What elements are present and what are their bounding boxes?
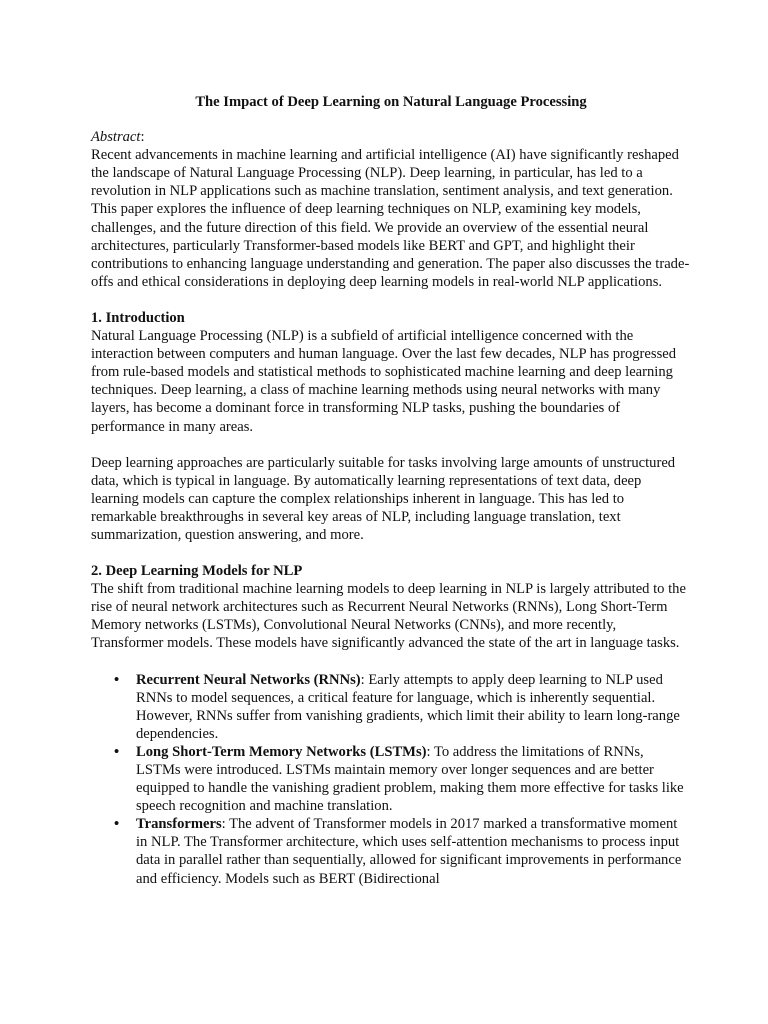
abstract-text: Recent advancements in machine learning and artificial intelligence (AI) have significantly reshaped the landscape of Natural Language Processing (NLP). Deep learning, in particular, has led to a revolution in NLP applications such as machine translation, sentiment analysis, and text generation. This paper explores the influence of deep learning techniques on NLP, examining key models, challenges, and the future direction of this field. We provide an overview of the essential neural architectures, particularly Transformer-based models like BERT and GPT, and highlight their contributions to enhancing language understanding and generation. The paper also discusses the trade-offs and ethical considerations in deploying deep learning models in real-world NLP applications. bbox=[91, 147, 690, 290]
abstract-block bbox=[91, 128, 691, 291]
model-bullet-list bbox=[91, 671, 691, 888]
abstract-label: Abstract bbox=[91, 129, 141, 146]
abstract-heading bbox=[91, 128, 691, 146]
section-paragraph: Deep learning approaches are particularly suitable for tasks involving large amounts of unstructured data, which is typical in language. By automatically learning representations of text data, deep learning models can capture the complex relationships inherent in language. This has led to remarkable breakthroughs in several key areas of NLP, including language translation, text summarization, question answering, and more. bbox=[91, 454, 676, 543]
bullet-marker: • bbox=[114, 671, 120, 688]
bullet-marker: • bbox=[114, 816, 120, 833]
section-paragraph: The shift from traditional machine learning models to deep learning in NLP is largely attributed to the rise of neural network architectures such as Recurrent Neural Networks (RNNs), Long Short-Term Memory networks (LSTMs), Convolutional Neural Networks (CNNs), and more recently, Transformer models. These models have significantly advanced the state of the art in language tasks. bbox=[91, 581, 686, 652]
list-item bbox=[114, 671, 691, 743]
bullet-marker: • bbox=[114, 743, 120, 760]
bullet-text: : The advent of Transformer models in 2017 marked a transformative moment in NLP. The Transformer architecture, which uses self-attention mechanisms to process input data in parallel rather than sequentially, allowed for significant improvements in performance and efficiency. Models such as BERT (Bidirectional bbox=[136, 816, 682, 887]
section-heading: 2. Deep Learning Models for NLP bbox=[91, 563, 303, 580]
bullet-term: Transformers bbox=[136, 816, 222, 833]
abstract-colon: : bbox=[140, 129, 145, 146]
document-title: The Impact of Deep Learning on Natural Language Processing bbox=[195, 94, 587, 110]
list-item bbox=[114, 743, 691, 815]
bullet-term: Long Short-Term Memory Networks (LSTMs) bbox=[136, 743, 427, 760]
list-item bbox=[114, 815, 691, 887]
bullet-term: Recurrent Neural Networks (RNNs) bbox=[136, 671, 361, 688]
document-page bbox=[91, 93, 691, 888]
bullet-text: : Early attempts to apply deep learning to NLP used RNNs to model sequences, a critical feature for language, which is inherently sequential. However, RNNs suffer from vanishing gradients, which limit their ability to learn long-range dependencies. bbox=[136, 671, 680, 742]
section-paragraph: Natural Language Processing (NLP) is a subfield of artificial intelligence concerned with the interaction between computers and human language. Over the last few decades, NLP has progressed from rule-based models and statistical methods to sophisticated machine learning and deep learning techniques. Deep learning, a class of machine learning methods using neural networks with many layers, has become a dominant force in transforming NLP tasks, pushing the boundaries of performance in many areas. bbox=[91, 328, 677, 435]
section-heading: 1. Introduction bbox=[91, 309, 185, 326]
section-introduction bbox=[91, 309, 691, 544]
bullet-text: : To address the limitations of RNNs, LSTMs were introduced. LSTMs maintain memory over longer sequences and are better equipped to handle the vanishing gradient problem, making them more effective for tasks like speech recognition and machine translation. bbox=[136, 743, 684, 815]
section-deep-learning-models bbox=[91, 562, 691, 888]
